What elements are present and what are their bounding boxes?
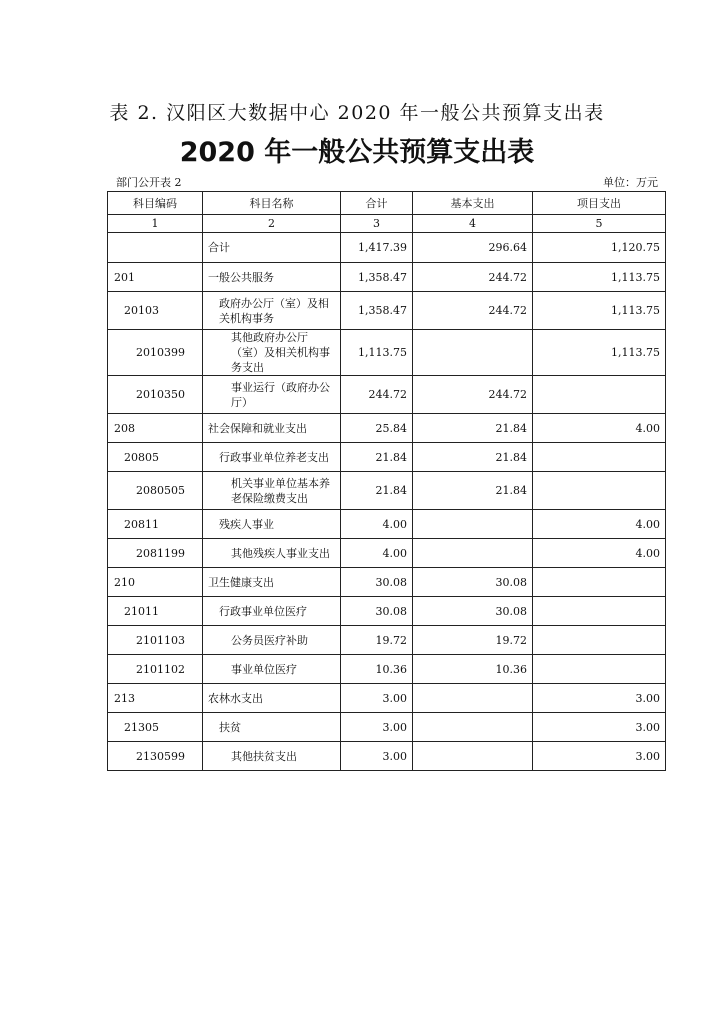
subject-name-cell: 其他扶贫支出 bbox=[203, 742, 341, 771]
project-expense-cell: 1,113.75 bbox=[533, 292, 666, 330]
table-row bbox=[108, 742, 666, 771]
total-cell: 19.72 bbox=[341, 626, 413, 655]
total-cell: 4.00 bbox=[341, 539, 413, 568]
table-row bbox=[108, 292, 666, 330]
index-cell: 4 bbox=[413, 215, 533, 233]
unit-label: 单位：万元 bbox=[603, 176, 658, 189]
subject-code-cell: 2081199 bbox=[108, 539, 203, 568]
project-expense-cell: 1,113.75 bbox=[533, 263, 666, 292]
index-cell: 1 bbox=[108, 215, 203, 233]
table-body bbox=[108, 233, 666, 771]
subject-name-cell: 一般公共服务 bbox=[203, 263, 341, 292]
subject-code-cell: 2010350 bbox=[108, 376, 203, 414]
total-cell: 244.72 bbox=[341, 376, 413, 414]
subject-name-cell: 行政事业单位养老支出 bbox=[203, 443, 341, 472]
basic-expense-cell: 244.72 bbox=[413, 292, 533, 330]
table-row bbox=[108, 597, 666, 626]
form-id-label: 部门公开表 2 bbox=[116, 176, 182, 189]
total-cell: 4.00 bbox=[341, 510, 413, 539]
subject-name-cell: 公务员医疗补助 bbox=[203, 626, 341, 655]
total-cell: 25.84 bbox=[341, 414, 413, 443]
project-expense-cell bbox=[533, 376, 666, 414]
subject-code-cell: 213 bbox=[108, 684, 203, 713]
basic-expense-cell bbox=[413, 742, 533, 771]
total-cell: 21.84 bbox=[341, 472, 413, 510]
table-row bbox=[108, 684, 666, 713]
project-expense-cell bbox=[533, 655, 666, 684]
subject-code-cell: 20805 bbox=[108, 443, 203, 472]
header-basic: 基本支出 bbox=[413, 192, 533, 215]
subject-name-cell: 其他残疾人事业支出 bbox=[203, 539, 341, 568]
subject-name-cell: 扶贫 bbox=[203, 713, 341, 742]
subject-code-cell: 2130599 bbox=[108, 742, 203, 771]
basic-expense-cell: 30.08 bbox=[413, 568, 533, 597]
subject-name-cell: 机关事业单位基本养老保险缴费支出 bbox=[203, 472, 341, 510]
project-expense-cell: 4.00 bbox=[533, 510, 666, 539]
total-cell: 30.08 bbox=[341, 568, 413, 597]
subject-code-cell: 21011 bbox=[108, 597, 203, 626]
total-cell: 1,358.47 bbox=[341, 292, 413, 330]
basic-expense-cell: 21.84 bbox=[413, 443, 533, 472]
project-expense-cell: 3.00 bbox=[533, 684, 666, 713]
basic-expense-cell: 19.72 bbox=[413, 626, 533, 655]
total-cell: 21.84 bbox=[341, 443, 413, 472]
total-cell: 1,358.47 bbox=[341, 263, 413, 292]
subject-code-cell: 2101102 bbox=[108, 655, 203, 684]
project-expense-cell: 3.00 bbox=[533, 742, 666, 771]
subject-name-cell: 事业单位医疗 bbox=[203, 655, 341, 684]
basic-expense-cell: 296.64 bbox=[413, 233, 533, 263]
subject-code-cell: 20103 bbox=[108, 292, 203, 330]
header-code: 科目编码 bbox=[108, 192, 203, 215]
subject-code-cell: 208 bbox=[108, 414, 203, 443]
basic-expense-cell: 10.36 bbox=[413, 655, 533, 684]
basic-expense-cell bbox=[413, 684, 533, 713]
subject-name-cell: 农林水支出 bbox=[203, 684, 341, 713]
page-title: 2020 年一般公共预算支出表 bbox=[179, 137, 535, 168]
total-cell: 30.08 bbox=[341, 597, 413, 626]
project-expense-cell bbox=[533, 568, 666, 597]
table-row bbox=[108, 713, 666, 742]
table-row bbox=[108, 263, 666, 292]
subject-name-cell: 合计 bbox=[203, 233, 341, 263]
basic-expense-cell: 244.72 bbox=[413, 376, 533, 414]
header-row bbox=[108, 192, 666, 215]
table-row bbox=[108, 330, 666, 376]
header-name: 科目名称 bbox=[203, 192, 341, 215]
subject-name-cell: 行政事业单位医疗 bbox=[203, 597, 341, 626]
subject-code-cell: 2101103 bbox=[108, 626, 203, 655]
table-row bbox=[108, 472, 666, 510]
project-expense-cell: 1,113.75 bbox=[533, 330, 666, 376]
subject-code-cell: 210 bbox=[108, 568, 203, 597]
table-row bbox=[108, 233, 666, 263]
table-row bbox=[108, 655, 666, 684]
project-expense-cell bbox=[533, 597, 666, 626]
table-caption: 表 2. 汉阳区大数据中心 2020 年一般公共预算支出表 bbox=[109, 102, 605, 124]
subject-code-cell: 21305 bbox=[108, 713, 203, 742]
index-cell: 5 bbox=[533, 215, 666, 233]
subject-name-cell: 政府办公厅（室）及相关机构事务 bbox=[203, 292, 341, 330]
table-row bbox=[108, 568, 666, 597]
table-row bbox=[108, 376, 666, 414]
basic-expense-cell bbox=[413, 330, 533, 376]
total-cell: 1,417.39 bbox=[341, 233, 413, 263]
total-cell: 3.00 bbox=[341, 713, 413, 742]
subject-code-cell: 2080505 bbox=[108, 472, 203, 510]
project-expense-cell: 4.00 bbox=[533, 414, 666, 443]
subject-name-cell: 事业运行（政府办公厅） bbox=[203, 376, 341, 414]
total-cell: 1,113.75 bbox=[341, 330, 413, 376]
subject-name-cell: 卫生健康支出 bbox=[203, 568, 341, 597]
basic-expense-cell: 21.84 bbox=[413, 414, 533, 443]
subject-code-cell: 201 bbox=[108, 263, 203, 292]
subject-name-cell: 残疾人事业 bbox=[203, 510, 341, 539]
table-row bbox=[108, 414, 666, 443]
index-row bbox=[108, 215, 666, 233]
index-cell: 3 bbox=[341, 215, 413, 233]
subject-code-cell: 2010399 bbox=[108, 330, 203, 376]
header-project: 项目支出 bbox=[533, 192, 666, 215]
basic-expense-cell bbox=[413, 510, 533, 539]
total-cell: 10.36 bbox=[341, 655, 413, 684]
table-row bbox=[108, 510, 666, 539]
basic-expense-cell bbox=[413, 713, 533, 742]
total-cell: 3.00 bbox=[341, 684, 413, 713]
project-expense-cell: 4.00 bbox=[533, 539, 666, 568]
basic-expense-cell: 30.08 bbox=[413, 597, 533, 626]
index-cell: 2 bbox=[203, 215, 341, 233]
project-expense-cell: 1,120.75 bbox=[533, 233, 666, 263]
project-expense-cell: 3.00 bbox=[533, 713, 666, 742]
project-expense-cell bbox=[533, 472, 666, 510]
basic-expense-cell bbox=[413, 539, 533, 568]
subject-name-cell: 其他政府办公厅（室）及相关机构事务支出 bbox=[203, 330, 341, 376]
project-expense-cell bbox=[533, 626, 666, 655]
header-total: 合计 bbox=[341, 192, 413, 215]
subject-code-cell bbox=[108, 233, 203, 263]
subject-code-cell: 20811 bbox=[108, 510, 203, 539]
basic-expense-cell: 21.84 bbox=[413, 472, 533, 510]
table-row bbox=[108, 626, 666, 655]
project-expense-cell bbox=[533, 443, 666, 472]
subject-name-cell: 社会保障和就业支出 bbox=[203, 414, 341, 443]
total-cell: 3.00 bbox=[341, 742, 413, 771]
budget-table bbox=[107, 191, 666, 771]
table-row bbox=[108, 539, 666, 568]
basic-expense-cell: 244.72 bbox=[413, 263, 533, 292]
table-row bbox=[108, 443, 666, 472]
